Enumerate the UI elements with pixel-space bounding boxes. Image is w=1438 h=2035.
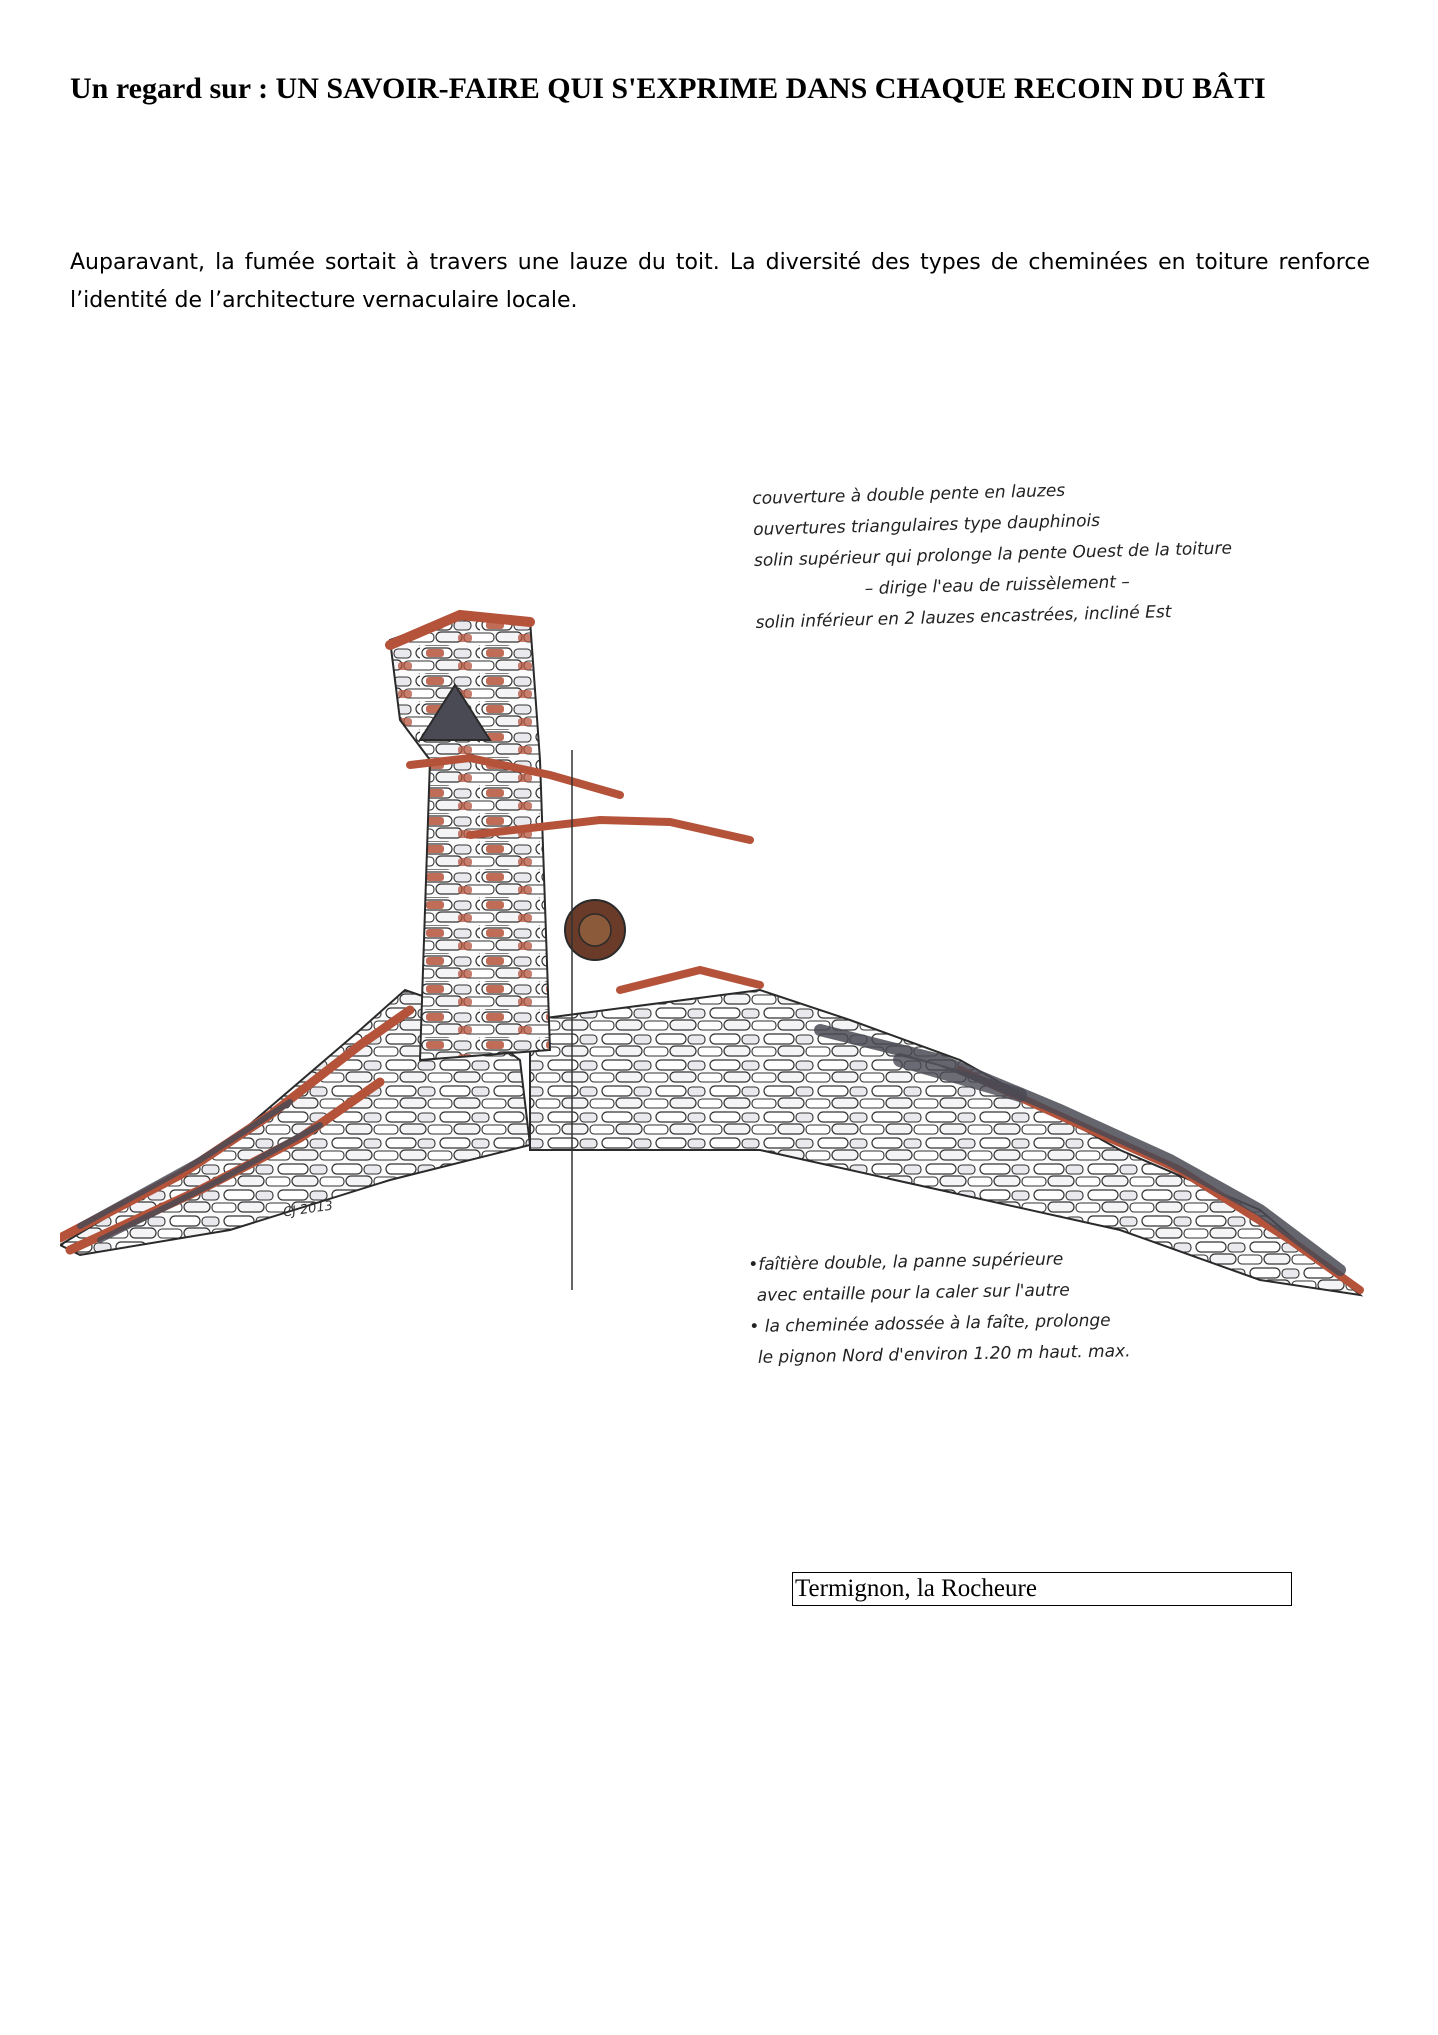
document-title: Un regard sur : UN SAVOIR-FAIRE QUI S'EXPRIME DANS CHAQUE RECOIN DU BÂTI <box>70 72 1266 105</box>
sketch-notes-bottom <box>748 1243 1131 1374</box>
artist-signature: CJ 2013 <box>282 1198 334 1221</box>
note-line: solin supérieur qui prolonge la pente Ouest de la toiture <box>753 538 1233 571</box>
note-line: le pignon Nord d'environ 1.20 m haut. max. <box>757 1341 1131 1368</box>
location-caption: Termignon, la Rocheure <box>792 1572 1292 1606</box>
note-line: avec entaille pour la caler sur l'autre <box>756 1280 1070 1306</box>
note-line: • la cheminée adossée à la faîte, prolonge <box>749 1310 1111 1337</box>
intro-paragraph: Auparavant, la fumée sortait à travers une lauze du toit. La diversité des types de cheminées en toiture renforce l’identité de l’architecture vernaculaire locale. <box>70 250 1370 313</box>
note-line: ouvertures triangulaires type dauphinois <box>752 510 1101 540</box>
note-line: – dirige l'eau de ruissèlement – <box>864 572 1131 600</box>
note-line: couverture à double pente en lauzes <box>752 480 1066 509</box>
note-line: solin inférieur en 2 lauzes encastrées, incliné Est <box>755 602 1172 633</box>
chimney-roof-sketch <box>60 590 1380 1350</box>
note-line: •faîtière double, la panne supérieure <box>748 1249 1064 1275</box>
